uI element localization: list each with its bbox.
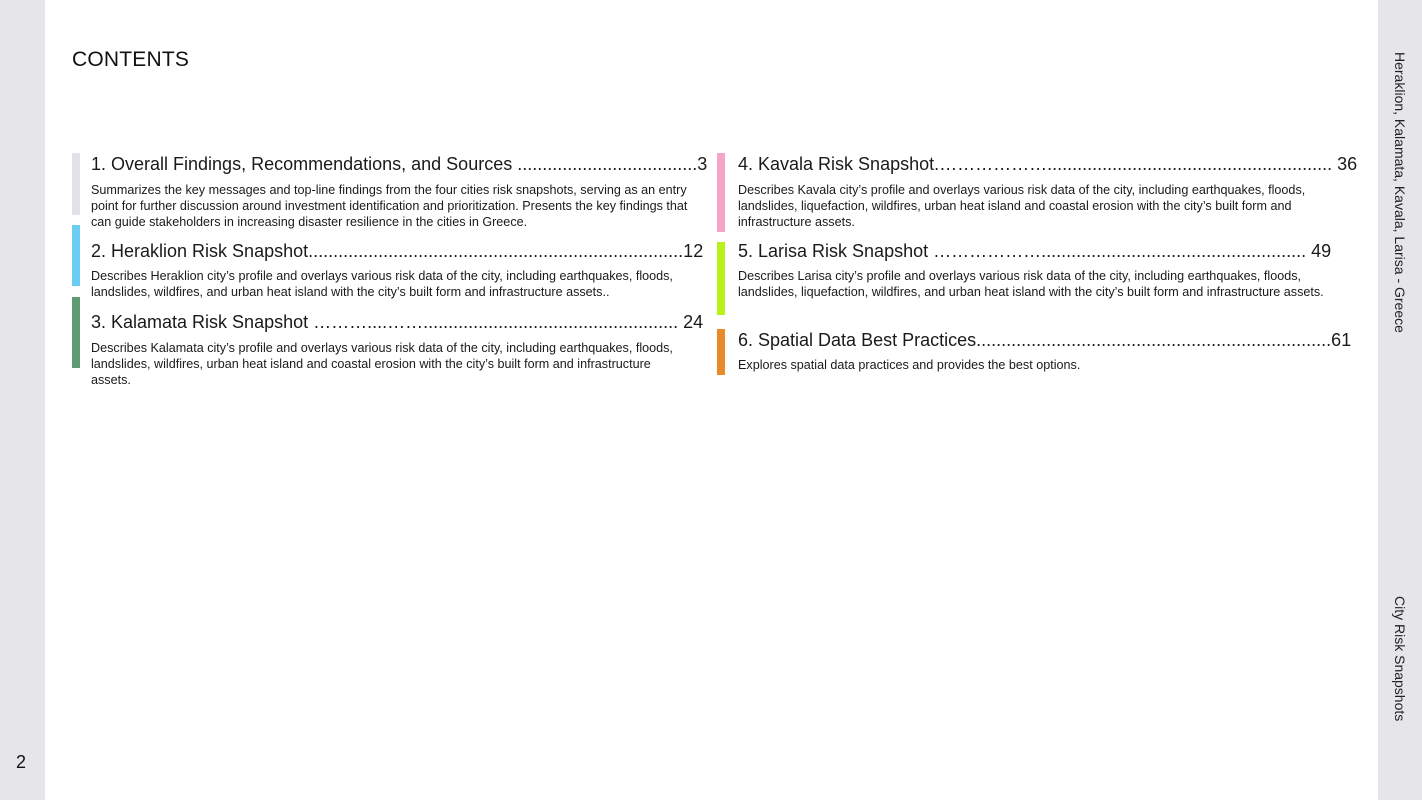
entry-color-bar: [72, 225, 80, 286]
entry-color-bar: [72, 297, 80, 368]
entry-color-bar: [72, 153, 80, 215]
toc-entry-description: Describes Larisa city’s profile and overlays various risk data of the city, including earthquakes, floods, landslides, liquefaction, wildfires, and urban heat island with the city’s built form and infrastructure assets.: [738, 269, 1324, 299]
toc-entry-heading[interactable]: 5. Larisa Risk Snapshot ………………..................................................... 49: [738, 241, 1332, 261]
toc-entry-heading[interactable]: 1. Overall Findings, Recommendations, and Sources ....................................3: [91, 154, 708, 174]
page-title: CONTENTS: [72, 48, 190, 71]
toc-entry-description: Describes Heraklion city’s profile and overlays various risk data of the city, including earthquakes, floods, landslides, wildfires, and urban heat island with the city’s built form and infrastructure assets..: [91, 269, 673, 299]
toc-entry-heading[interactable]: 4. Kavala Risk Snapshot.………………......................................................... 36: [738, 154, 1358, 174]
toc-entry-description: Summarizes the key messages and top-line findings from the four cities risk snapshots, serving as an entry point for further discussion around investment identification and prioritization. Presents the key findings that can guide stakeholders in increasing disaster resilience in the cities in Greece.: [91, 183, 688, 229]
toc-entry-description: Describes Kavala city’s profile and overlays various risk data of the city, including earthquakes, floods, landslides, liquefaction, wildfires, urban heat island and coastal erosion with the city’s built form and infrastructure assets.: [738, 183, 1306, 229]
toc-entry-larisa[interactable]: [717, 242, 1357, 318]
page-number: 2: [16, 752, 27, 772]
toc-entry-heading[interactable]: 2. Heraklion Risk Snapshot...........................................................................12: [91, 241, 704, 261]
entry-color-bar: [717, 329, 725, 375]
running-header-subtitle: City Risk Snapshots: [1392, 596, 1408, 722]
toc-entry-kalamata[interactable]: [72, 297, 712, 389]
entry-color-bar: [717, 153, 725, 232]
running-header-title: Heraklion, Kalamata, Kavala, Larisa - Greece: [1392, 52, 1408, 333]
toc-entry-overall-findings[interactable]: [72, 153, 712, 233]
page-body: [45, 0, 1378, 800]
toc-entry-heraklion[interactable]: [72, 225, 712, 299]
toc-entry-kavala[interactable]: [717, 153, 1357, 233]
entry-color-bar: [717, 242, 725, 315]
left-margin: [0, 0, 45, 800]
toc-entry-description: Explores spatial data practices and provides the best options.: [738, 358, 1081, 372]
toc-entry-description: Describes Kalamata city’s profile and overlays various risk data of the city, including earthquakes, floods, landslides, wildfires, urban heat island and coastal erosion with the city’s built form and infrastructure assets.: [91, 341, 673, 387]
toc-entry-spatial-data[interactable]: [717, 329, 1357, 375]
toc-entry-heading[interactable]: 6. Spatial Data Best Practices.......................................................................61: [738, 330, 1352, 350]
toc-entry-heading[interactable]: 3. Kalamata Risk Snapshot ………....……................................................... 24: [91, 312, 704, 332]
